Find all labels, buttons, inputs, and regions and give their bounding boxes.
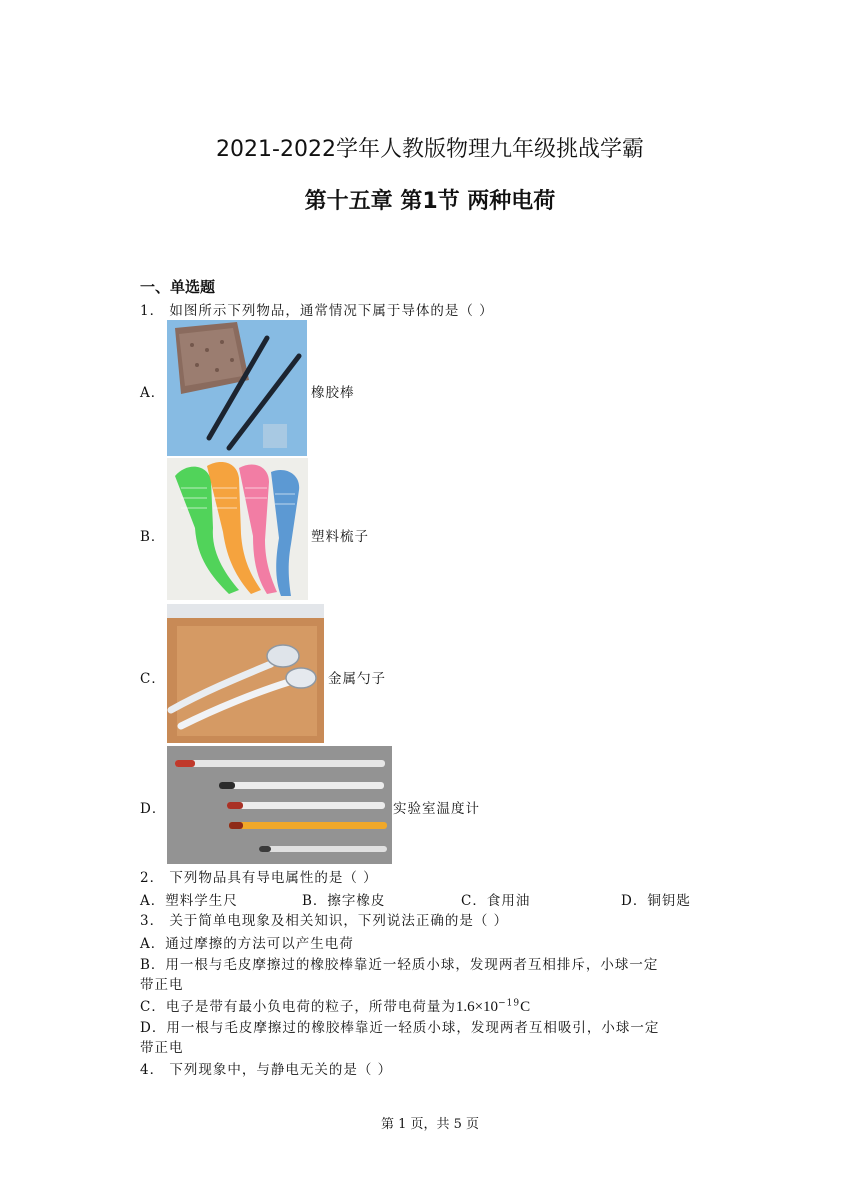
q2-option-c: C．食用油 <box>461 893 531 909</box>
question-4-stem: 4． 下列现象中，与静电无关的是（ ） <box>140 1062 393 1078</box>
section-heading: 一、单选题 <box>140 278 216 296</box>
q3-option-b-line1: B．用一根与毛皮摩擦过的橡胶棒靠近一轻质小球，发现两者互相排斥，小球一定 <box>140 957 659 973</box>
thermometer-image <box>167 746 392 864</box>
q1-option-a-caption: 橡胶棒 <box>311 385 355 401</box>
q3-option-d-line2: 带正电 <box>140 1040 184 1056</box>
q3-option-a: A．通过摩擦的方法可以产生电荷 <box>140 936 354 952</box>
question-3-stem: 3． 关于简单电现象及相关知识，下列说法正确的是（ ） <box>140 913 509 929</box>
q2-option-d: D．铜钥匙 <box>621 893 691 909</box>
q2-option-b: B．擦字橡皮 <box>302 893 386 909</box>
q1-option-c-label: C． <box>140 671 166 687</box>
q3-option-c-value: 1.6×10 <box>455 999 499 1015</box>
plastic-comb-image <box>167 458 308 600</box>
q3-option-c <box>140 995 530 1016</box>
q1-option-b-caption: 塑料梳子 <box>311 529 369 545</box>
question-1-stem: 1． 如图所示下列物品，通常情况下属于导体的是（ ） <box>140 303 494 319</box>
q3-option-c-text: C．电子是带有最小负电荷的粒子，所带电荷量为 <box>140 999 456 1015</box>
q1-option-a-label: A． <box>140 385 166 401</box>
rubber-rod-image <box>167 320 307 456</box>
q3-option-c-exponent: −19 <box>498 998 521 1009</box>
q1-option-d-label: D． <box>140 801 167 817</box>
q1-option-b-label: B． <box>140 529 166 545</box>
q1-option-d-caption: 实验室温度计 <box>393 801 480 817</box>
question-2-stem: 2． 下列物品具有导电属性的是（ ） <box>140 870 378 886</box>
q1-option-c-caption: 金属勺子 <box>328 671 386 687</box>
document-subtitle: 第十五章 第1节 两种电荷 <box>304 189 556 214</box>
q2-option-a: A．塑料学生尺 <box>140 893 238 909</box>
metal-spoon-image <box>167 604 324 743</box>
q3-option-b-line2: 带正电 <box>140 977 184 993</box>
page-footer: 第 1 页，共 5 页 <box>380 1117 480 1132</box>
q3-option-c-unit: C <box>520 999 531 1015</box>
document-title: 2021-2022学年人教版物理九年级挑战学霸 <box>216 137 644 162</box>
q3-option-d-line1: D．用一根与毛皮摩擦过的橡胶棒靠近一轻质小球，发现两者互相吸引，小球一定 <box>140 1020 660 1036</box>
